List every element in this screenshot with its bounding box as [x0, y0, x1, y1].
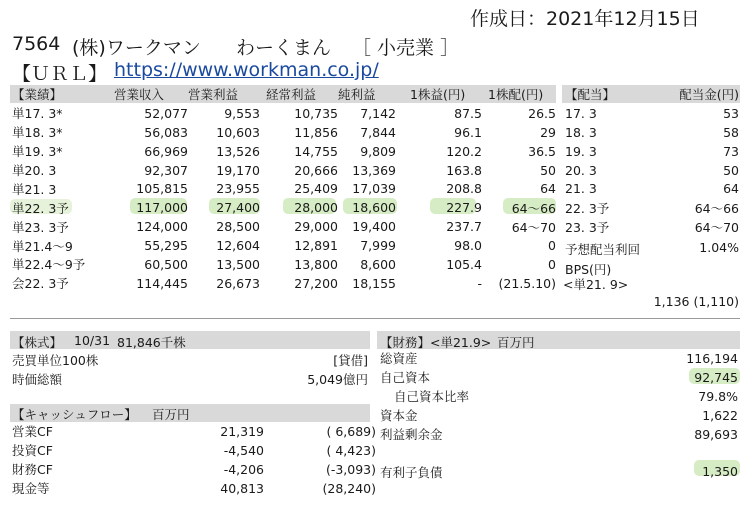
finance-label: 利益剰余金	[380, 427, 443, 442]
dividend-title: 【配当】	[565, 87, 616, 103]
stock-shares: 81,846千株	[117, 335, 186, 350]
company-kana: わーくまん	[236, 37, 332, 59]
cf-label: 財務CF	[12, 462, 53, 478]
dividend-amount: 58	[723, 124, 739, 140]
table-row	[565, 198, 739, 217]
stock-date: 10/31	[74, 333, 111, 348]
performance-header-row	[12, 85, 556, 104]
cell-eps: 208.8	[446, 181, 482, 197]
finance-value: 116,194	[686, 350, 738, 366]
table-row	[12, 179, 556, 198]
cell-dps: 26.5	[528, 105, 556, 121]
creation-date: 作成日：2021年12月15日	[470, 8, 700, 30]
url-label: 【ＵＲＬ】	[12, 63, 108, 85]
row-period: 会22. 3予	[12, 276, 69, 292]
finance-value: 1,350	[702, 464, 738, 480]
finance-label	[380, 443, 530, 462]
table-row	[12, 161, 556, 180]
cell-op-profit: 9,553	[224, 105, 260, 121]
row-period: 単21.4〜9	[12, 238, 73, 254]
cell-ordinary-profit: 20,666	[294, 162, 338, 178]
cell-revenue: 105,815	[136, 181, 188, 197]
cell-dps: 64〜66	[511, 200, 556, 216]
company-name: (株)ワークマン	[72, 37, 201, 59]
cell-op-profit: 13,526	[216, 143, 260, 159]
cell-ordinary-profit: 28,000	[294, 200, 338, 216]
bps-value: 1,136 (1,110)	[653, 294, 739, 309]
cell-ordinary-profit: 25,409	[294, 181, 338, 197]
dividend-period: 23. 3予	[565, 219, 610, 235]
table-row	[565, 179, 739, 198]
col-header: 営業利益	[188, 87, 239, 103]
cell-op-profit: 28,500	[216, 219, 260, 235]
table-row	[380, 462, 738, 481]
table-row-highlighted	[12, 198, 556, 217]
dividend-amount: 64	[723, 181, 739, 197]
cell-ordinary-profit: 13,800	[294, 256, 338, 272]
row-period: 単20. 3	[12, 163, 57, 178]
table-row	[380, 368, 738, 387]
cell-eps: 237.7	[446, 219, 482, 235]
stock-code: 7564	[12, 33, 61, 55]
stock-header-bar	[10, 331, 370, 349]
col-header: 営業収入	[114, 87, 165, 103]
cell-dps: 0	[548, 238, 556, 254]
dividend-amount-header: 配当金(円)	[679, 87, 739, 103]
company-url-link[interactable]: https://www.workman.co.jp/	[114, 59, 379, 81]
finance-value: 92,745	[694, 369, 738, 385]
cell-ordinary-profit: 29,000	[294, 219, 338, 235]
cell-net-profit: 18,155	[352, 275, 396, 291]
cell-ordinary-profit: 27,200	[294, 275, 338, 291]
finance-label: 有利子負債	[380, 464, 443, 480]
cf-previous: (-3,093)	[325, 461, 376, 477]
finance-value	[530, 443, 738, 462]
bps-period: <単21. 9>	[563, 277, 629, 292]
cell-revenue: 66,969	[144, 143, 188, 159]
dividend-amount: 64〜66	[694, 200, 739, 216]
cf-previous: ( 4,423)	[326, 442, 376, 458]
cashflow-table	[12, 422, 376, 498]
dividend-amount: 50	[723, 162, 739, 178]
cf-current: 40,813	[220, 480, 264, 496]
dividend-header-row	[565, 85, 739, 104]
dividend-amount: 73	[723, 143, 739, 159]
row-period: 単23. 3予	[12, 219, 69, 235]
cell-eps: -	[477, 275, 482, 291]
cell-net-profit: 9,809	[360, 143, 396, 159]
col-header: 【業績】	[12, 87, 63, 103]
finance-title: 【財務】<単21.9>	[380, 335, 492, 350]
cf-label: 現金等	[12, 481, 50, 497]
cell-eps: 96.1	[454, 124, 482, 140]
dividend-amount: 64〜70	[694, 219, 739, 235]
dividend-period: 20. 3	[565, 162, 597, 178]
cf-label: 営業CF	[12, 424, 53, 440]
section-divider	[10, 318, 740, 319]
cashflow-title: 【キャッシュフロー】	[12, 407, 137, 422]
dividend-period: 22. 3予	[565, 200, 610, 216]
table-row	[565, 161, 739, 180]
cell-dps: 50	[540, 162, 556, 178]
table-row	[12, 460, 376, 479]
cell-revenue: 92,307	[144, 162, 188, 178]
cell-eps: 98.0	[454, 238, 482, 254]
cell-dps: 29	[540, 124, 556, 140]
cell-revenue: 55,295	[144, 238, 188, 254]
cell-eps: 105.4	[446, 256, 482, 272]
cell-ordinary-profit: 10,735	[294, 105, 338, 121]
cell-eps: 87.5	[454, 105, 482, 121]
cell-op-profit: 13,500	[216, 256, 260, 272]
stock-title: 【株式】	[12, 335, 63, 350]
table-row	[565, 104, 739, 123]
cell-revenue: 114,445	[136, 275, 188, 291]
cell-eps: 120.2	[446, 143, 482, 159]
col-header: 1株配(円)	[488, 87, 544, 103]
row-period: 単17. 3*	[12, 106, 63, 122]
cf-previous: ( 6,689)	[326, 423, 376, 439]
cell-dps: 0	[548, 256, 556, 272]
cf-label: 投資CF	[12, 443, 53, 459]
finance-label: 資本金	[380, 408, 418, 424]
cell-net-profit: 8,600	[360, 256, 396, 272]
cell-revenue: 52,077	[144, 105, 188, 121]
cell-net-profit: 7,844	[360, 124, 396, 140]
table-row	[380, 349, 738, 368]
yield-value: 1.04%	[699, 240, 739, 255]
cell-dps: 36.5	[528, 143, 556, 159]
finance-table	[380, 349, 738, 481]
cf-current: -4,540	[223, 442, 264, 458]
cell-op-profit: 10,603	[216, 124, 260, 140]
cell-net-profit: 19,400	[352, 219, 396, 235]
cell-op-profit: 26,673	[216, 275, 260, 291]
cell-dps: (21.5.10)	[498, 275, 556, 291]
yield-label: 予想配当利回	[565, 242, 641, 257]
cf-previous: (28,240)	[322, 480, 376, 496]
cell-op-profit: 12,604	[216, 238, 260, 254]
table-row	[12, 142, 556, 161]
lending-flag: [貸借]	[333, 353, 368, 368]
col-header: 純利益	[338, 87, 376, 103]
cell-net-profit: 18,600	[352, 200, 396, 216]
cell-eps: 227.9	[446, 200, 482, 216]
table-row	[12, 104, 556, 123]
cell-eps: 163.8	[446, 162, 482, 178]
row-period: 単22.4〜9予	[12, 257, 86, 273]
finance-value: 89,693	[694, 426, 738, 442]
col-header: 経常利益	[266, 87, 317, 103]
table-row	[12, 236, 556, 255]
table-row	[12, 123, 556, 142]
finance-label: 自己資本	[380, 370, 431, 386]
table-row	[12, 255, 556, 274]
cell-dps: 64〜70	[511, 219, 556, 235]
dividend-period: 21. 3	[565, 181, 597, 197]
market-cap-value: 5,049億円	[307, 372, 368, 387]
cell-revenue: 124,000	[136, 219, 188, 235]
table-row	[565, 217, 739, 236]
cell-net-profit: 17,039	[352, 181, 396, 197]
cell-ordinary-profit: 14,755	[294, 143, 338, 159]
industry-label: ［ 小売業 ］	[352, 37, 460, 59]
bps-label: BPS(円)	[565, 262, 612, 277]
cell-op-profit: 23,955	[216, 181, 260, 197]
cell-op-profit: 27,400	[216, 200, 260, 216]
cell-ordinary-profit: 12,891	[294, 238, 338, 254]
cashflow-unit: 百万円	[152, 407, 190, 422]
table-row	[12, 217, 556, 236]
table-row	[565, 123, 739, 142]
cf-current: -4,206	[223, 461, 264, 477]
table-row	[380, 425, 738, 444]
cell-net-profit: 7,999	[360, 238, 396, 254]
finance-label: 総資産	[380, 351, 418, 367]
dividend-period: 19. 3	[565, 143, 597, 159]
dividend-period: 17. 3	[565, 105, 597, 121]
cell-revenue: 117,000	[136, 200, 188, 216]
table-row	[380, 443, 738, 462]
market-cap-label: 時価総額	[12, 372, 63, 387]
table-row	[12, 422, 376, 441]
finance-value: 1,622	[702, 407, 738, 423]
table-row	[380, 387, 738, 406]
row-period: 単22. 3予	[12, 200, 69, 216]
performance-table	[12, 85, 556, 293]
finance-unit: 百万円	[497, 335, 535, 350]
cell-net-profit: 13,369	[352, 162, 396, 178]
cell-ordinary-profit: 11,856	[294, 124, 338, 140]
cell-revenue: 56,083	[144, 124, 188, 140]
row-period: 単19. 3*	[12, 144, 63, 160]
cf-current: 21,319	[220, 423, 264, 439]
table-row	[380, 406, 738, 425]
col-header: 1株益(円)	[410, 87, 466, 103]
finance-label: 自己資本比率	[394, 389, 470, 405]
finance-value: 79.8%	[698, 388, 738, 404]
dividend-amount: 53	[723, 105, 739, 121]
row-period: 単18. 3*	[12, 125, 63, 141]
cell-revenue: 60,500	[144, 256, 188, 272]
row-period: 単21. 3	[12, 181, 57, 197]
cell-dps: 64	[540, 181, 556, 197]
table-row	[12, 479, 376, 498]
table-row	[12, 274, 556, 293]
dividend-table	[565, 85, 739, 236]
dividend-period: 18. 3	[565, 124, 597, 140]
table-row	[12, 441, 376, 460]
cell-net-profit: 7,142	[360, 105, 396, 121]
trading-unit: 売買単位100株	[12, 353, 99, 368]
table-row	[565, 142, 739, 161]
cell-op-profit: 19,170	[216, 162, 260, 178]
